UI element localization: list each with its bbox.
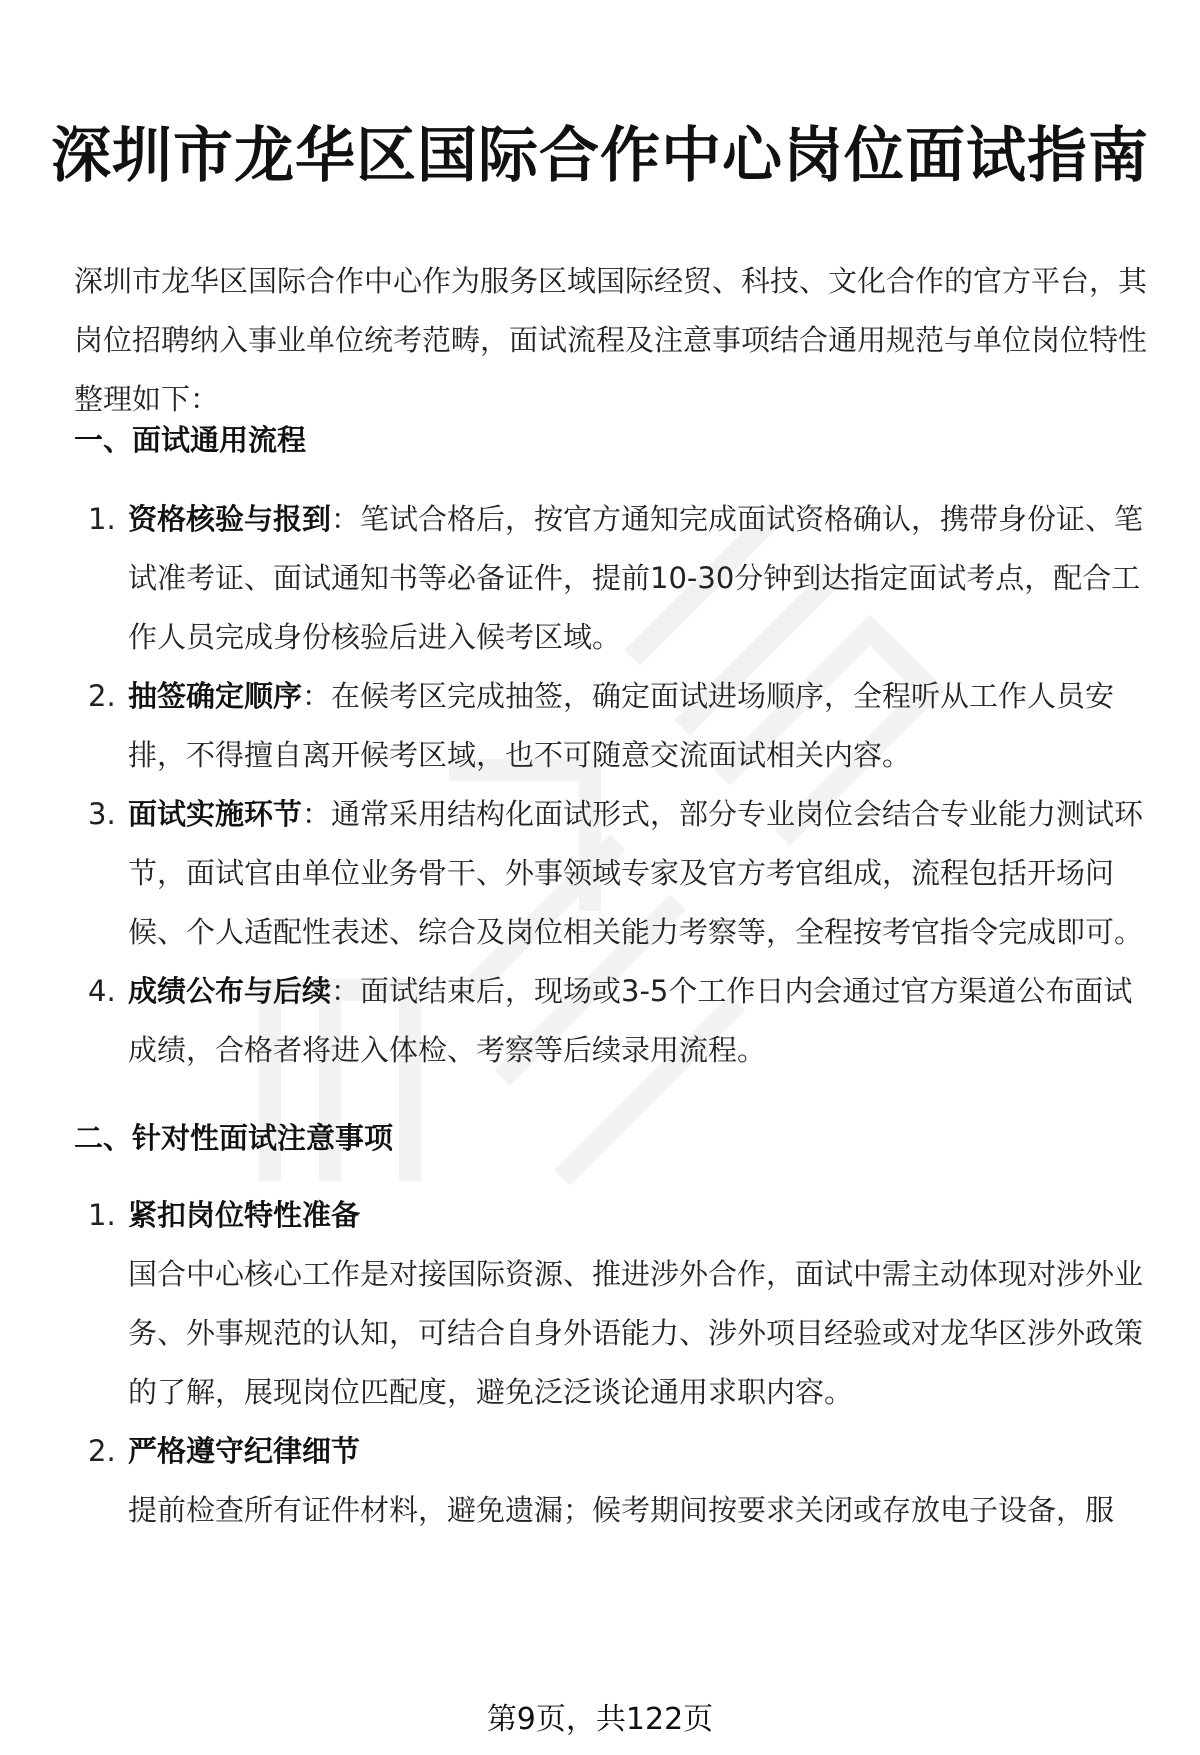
page-title: 深圳市龙华区国际合作中心岗位面试指南: [51, 121, 1149, 191]
item-text: ：笔试合格后，按官方通知完成面试资格确认，携带身份证、笔试准考证、面试通知书等必备证件，提前10-30分钟到达指定面试考点，配合工作人员完成身份核验后进入候考区域。: [128, 502, 1144, 654]
notes-list: [74, 1186, 1149, 1540]
item-text: ：在候考区完成抽签，确定面试进场顺序，全程听从工作人员安排，不得擅自离开候考区域，也不可随意交流面试相关内容。: [128, 679, 1115, 772]
item-number: 3.: [88, 797, 116, 831]
item-text: 国合中心核心工作是对接国际资源、推进涉外合作，面试中需主动体现对涉外业务、外事规范的认知，可结合自身外语能力、涉外项目经验或对龙华区涉外政策的了解，展现岗位匹配度，避免泛泛谈论通用求职内容。: [128, 1257, 1144, 1409]
list-item: [74, 490, 1149, 667]
process-list: [74, 490, 1149, 1080]
item-number: 1.: [88, 1198, 116, 1232]
section-heading-notes: 二、针对性面试注意事项: [74, 1121, 394, 1155]
item-title: 成绩公布与后续: [128, 974, 332, 1008]
item-text: ：面试结束后，现场或3-5个工作日内会通过官方渠道公布面试成绩，合格者将进入体检、考察等后续录用流程。: [128, 974, 1133, 1067]
item-number: 4.: [88, 974, 116, 1008]
item-text: 提前检查所有证件材料，避免遗漏；候考期间按要求关闭或存放电子设备，服: [128, 1493, 1115, 1527]
item-number: 2.: [88, 679, 116, 713]
item-title: 面试实施环节: [128, 797, 303, 831]
list-item: [74, 1186, 1149, 1422]
item-number: 2.: [88, 1434, 116, 1468]
item-title: 资格核验与报到: [128, 502, 332, 536]
list-item: [74, 962, 1149, 1080]
item-number: 1.: [88, 502, 116, 536]
intro-paragraph: 深圳市龙华区国际合作中心作为服务区域国际经贸、科技、文化合作的官方平台，其岗位招聘纳入事业单位统考范畴，面试流程及注意事项结合通用规范与单位岗位特性整理如下：: [74, 264, 1148, 416]
item-text: ：通常采用结构化面试形式，部分专业岗位会结合专业能力测试环节，面试官由单位业务骨干、外事领域专家及官方考官组成，流程包括开场问候、个人适配性表述、综合及岗位相关能力考察等，全程按考官指令完成即可。: [128, 797, 1144, 949]
section-heading-process: 一、面试通用流程: [74, 423, 307, 457]
item-title: 紧扣岗位特性准备: [128, 1198, 361, 1232]
list-item: [74, 1422, 1149, 1540]
item-title: 严格遵守纪律细节: [128, 1434, 361, 1468]
list-item: [74, 667, 1149, 785]
list-item: [74, 785, 1149, 962]
page-number-footer: 第9页，共122页: [486, 1702, 714, 1737]
item-title: 抽签确定顺序: [128, 679, 303, 713]
